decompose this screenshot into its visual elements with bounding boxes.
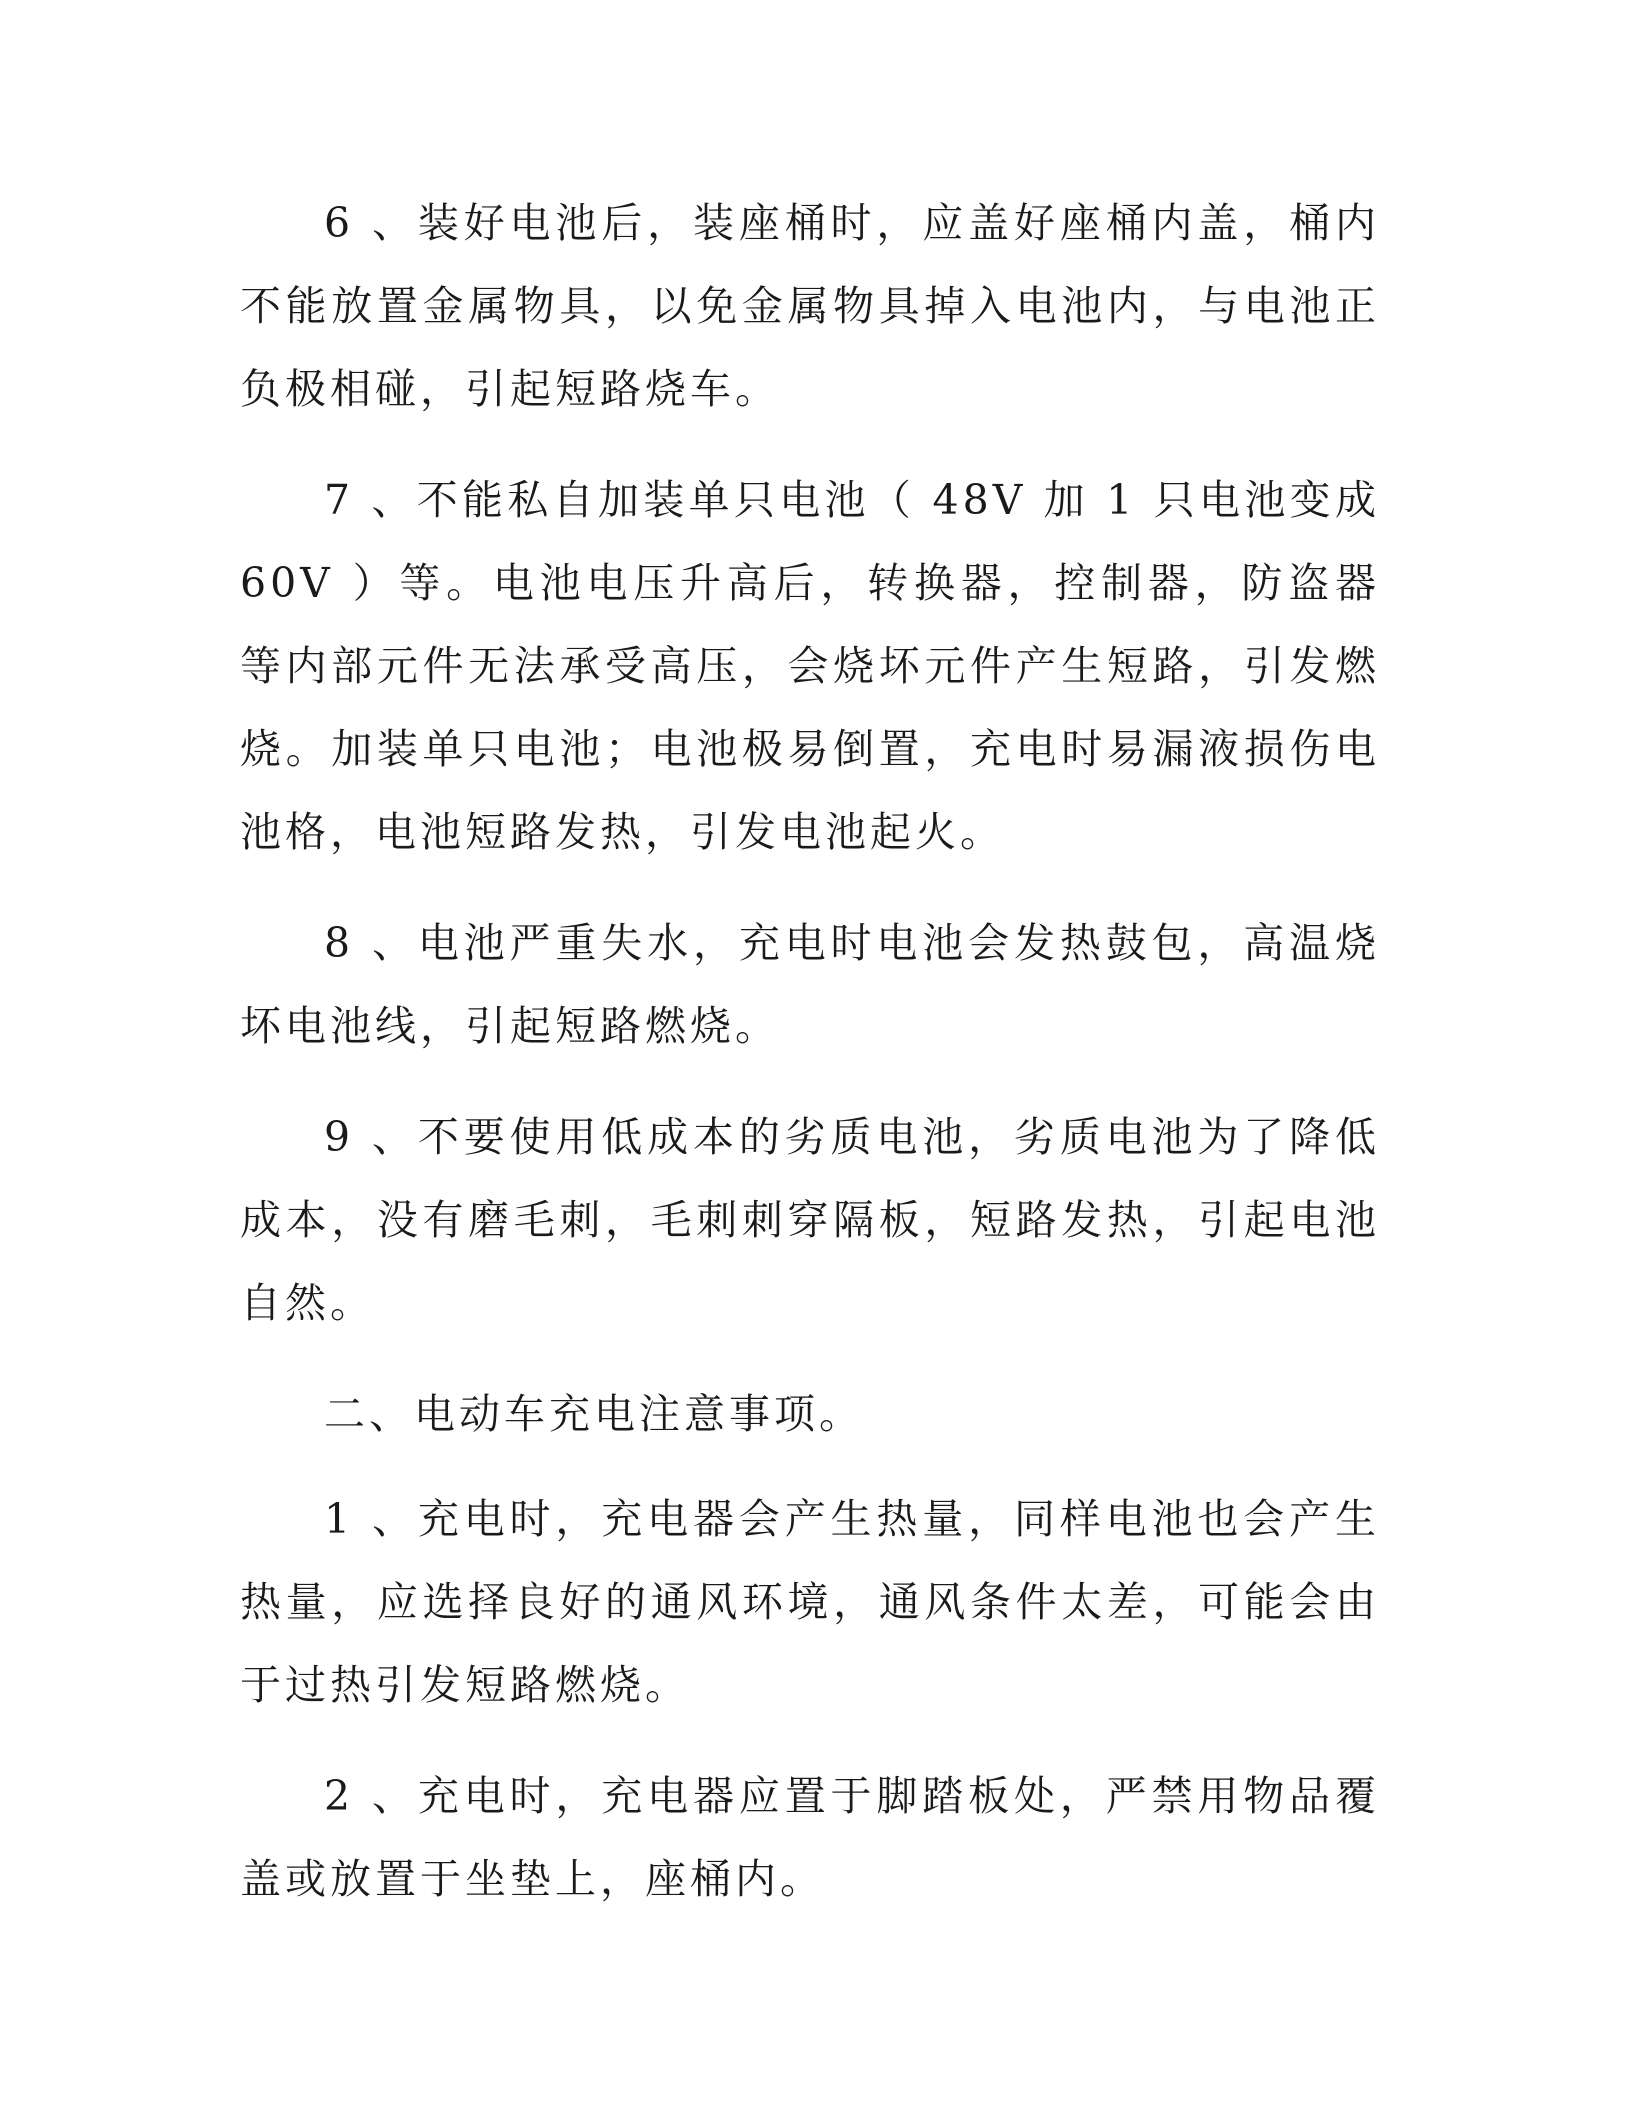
paragraph-item-9: 9 、不要使用低成本的劣质电池，劣质电池为了降低成本，没有磨毛刺，毛刺刺穿隔板，短路发热，引起电池自然。 [240,1113,1380,1327]
paragraph-item-7: 7 、不能私自加装单只电池（ 48V 加 1 只电池变成 60V ）等。电池电压升高后，转换器，控制器，防盗器等内部元件无法承受高压，会烧坏元件产生短路，引发燃烧。加装单只电池；电池极易倒置，充电时易漏液损伤电池格，电池短路发热，引发电池起火。 [240,476,1380,856]
paragraph-item-8: 8 、电池严重失水，充电时电池会发热鼓包，高温烧坏电池线，引起短路燃烧。 [240,919,1380,1050]
document-body [240,182,1380,1949]
paragraph-item-2: 2 、充电时，充电器应置于脚踏板处，严禁用物品覆盖或放置于坐垫上，座桶内。 [240,1772,1380,1903]
section-heading: 二、电动车充电注意事项。 [324,1390,864,1438]
paragraph-item-6: 6 、装好电池后，装座桶时，应盖好座桶内盖，桶内不能放置金属物具，以免金属物具掉入电池内，与电池正负极相碰，引起短路烧车。 [240,199,1380,413]
paragraph-item-1: 1 、充电时，充电器会产生热量，同样电池也会产生热量，应选择良好的通风环境，通风条件太差，可能会由于过热引发短路燃烧。 [240,1495,1380,1709]
